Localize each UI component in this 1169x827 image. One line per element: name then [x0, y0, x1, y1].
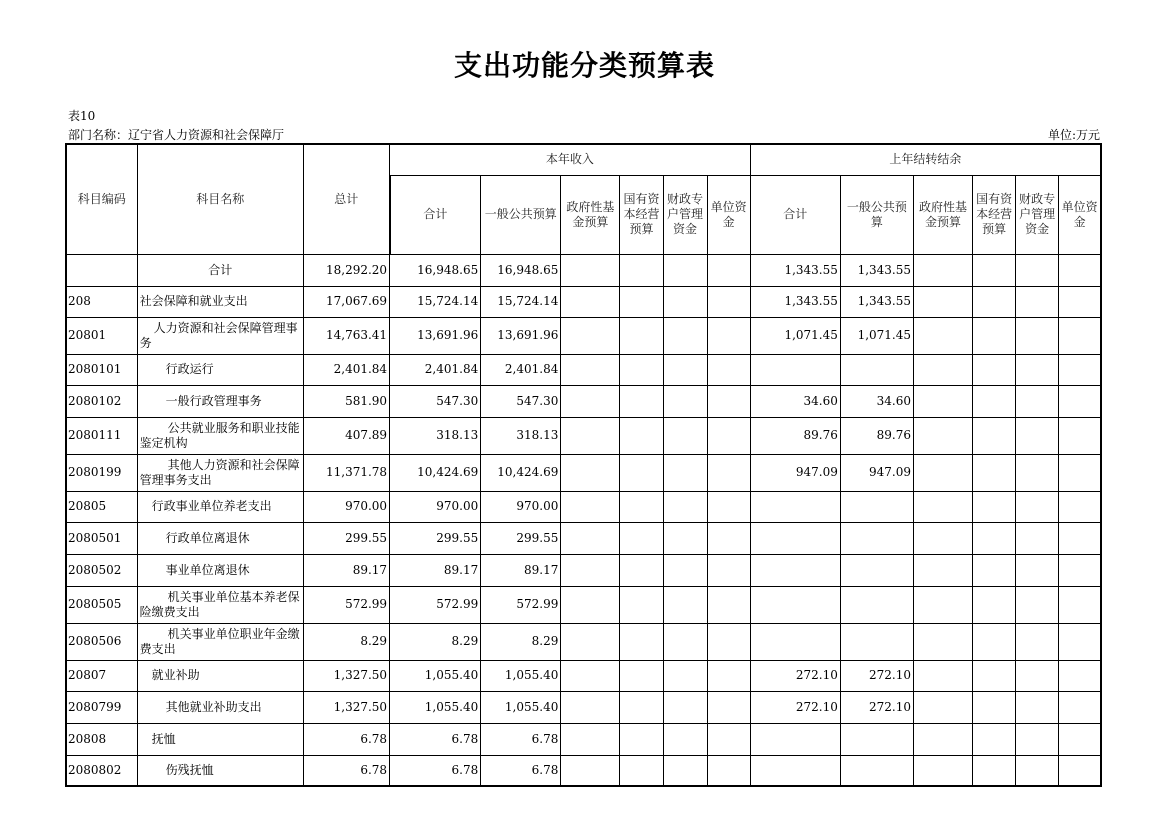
- row-code: 2080799: [66, 691, 137, 723]
- row-empty-cell: [1059, 723, 1101, 755]
- row-cur-sum: 10,424.69: [390, 454, 481, 491]
- header-prev-state-capital: 国有资本经营预算: [973, 175, 1016, 254]
- row-empty-cell: [663, 385, 707, 417]
- row-empty-cell: [1059, 586, 1101, 623]
- row-total: 18,292.20: [303, 254, 389, 286]
- row-prev-general: [840, 623, 913, 660]
- row-empty-cell: [1016, 660, 1059, 691]
- row-empty-cell: [914, 385, 973, 417]
- row-code: 208: [66, 286, 137, 317]
- row-empty-cell: [914, 755, 973, 786]
- unit-label: 单位:万元: [1047, 128, 1100, 142]
- table-row: [66, 417, 1101, 454]
- header-prev-unit-fund: 单位资金: [1059, 175, 1101, 254]
- row-empty-cell: [663, 660, 707, 691]
- row-cur-sum: 2,401.84: [390, 354, 481, 385]
- row-empty-cell: [707, 586, 750, 623]
- row-empty-cell: [1059, 660, 1101, 691]
- row-total: 407.89: [303, 417, 389, 454]
- row-cur-general: 6.78: [481, 755, 561, 786]
- row-empty-cell: [1016, 286, 1059, 317]
- row-name: 机关事业单位基本养老保险缴费支出: [137, 586, 303, 623]
- row-empty-cell: [1059, 691, 1101, 723]
- row-prev-sum: 272.10: [750, 691, 840, 723]
- header-cur-special-account: 财政专户管理资金: [663, 175, 707, 254]
- row-code: 2080101: [66, 354, 137, 385]
- row-name: 行政运行: [137, 354, 303, 385]
- department-name: 部门名称：辽宁省人力资源和社会保障厅: [68, 128, 285, 142]
- row-empty-cell: [620, 522, 663, 554]
- row-empty-cell: [1059, 522, 1101, 554]
- row-prev-general: 272.10: [840, 660, 913, 691]
- table-row: [66, 491, 1101, 522]
- row-empty-cell: [561, 691, 620, 723]
- row-total: 17,067.69: [303, 286, 389, 317]
- row-cur-general: 970.00: [481, 491, 561, 522]
- row-empty-cell: [620, 755, 663, 786]
- row-cur-general: 572.99: [481, 586, 561, 623]
- row-empty-cell: [707, 454, 750, 491]
- row-empty-cell: [914, 660, 973, 691]
- row-empty-cell: [707, 554, 750, 586]
- row-name: 抚恤: [137, 723, 303, 755]
- header-cur-unit-fund: 单位资金: [707, 175, 750, 254]
- row-empty-cell: [561, 623, 620, 660]
- row-empty-cell: [973, 522, 1016, 554]
- row-prev-general: 272.10: [840, 691, 913, 723]
- row-prev-sum: [750, 755, 840, 786]
- row-empty-cell: [663, 491, 707, 522]
- row-empty-cell: [1059, 417, 1101, 454]
- header-cur-gov-fund: 政府性基金预算: [561, 175, 620, 254]
- row-cur-sum: 6.78: [390, 723, 481, 755]
- row-empty-cell: [663, 623, 707, 660]
- row-prev-sum: 89.76: [750, 417, 840, 454]
- row-total: 581.90: [303, 385, 389, 417]
- table-row: [66, 254, 1101, 286]
- row-prev-sum: [750, 554, 840, 586]
- row-name: 合计: [137, 254, 303, 286]
- row-total: 1,327.50: [303, 660, 389, 691]
- row-prev-sum: [750, 623, 840, 660]
- row-cur-sum: 970.00: [390, 491, 481, 522]
- row-empty-cell: [561, 417, 620, 454]
- row-cur-general: 318.13: [481, 417, 561, 454]
- row-name: 其他人力资源和社会保障管理事务支出: [137, 454, 303, 491]
- row-empty-cell: [620, 723, 663, 755]
- row-empty-cell: [620, 623, 663, 660]
- row-prev-general: 34.60: [840, 385, 913, 417]
- row-total: 14,763.41: [303, 317, 389, 354]
- header-name: 科目名称: [137, 144, 303, 254]
- row-cur-general: 13,691.96: [481, 317, 561, 354]
- row-empty-cell: [561, 454, 620, 491]
- row-empty-cell: [561, 354, 620, 385]
- row-prev-sum: [750, 522, 840, 554]
- row-empty-cell: [1059, 554, 1101, 586]
- header-row-1: [66, 144, 1101, 175]
- row-empty-cell: [707, 723, 750, 755]
- row-empty-cell: [561, 755, 620, 786]
- row-cur-general: 1,055.40: [481, 691, 561, 723]
- row-code: 20807: [66, 660, 137, 691]
- row-empty-cell: [1016, 385, 1059, 417]
- row-empty-cell: [914, 454, 973, 491]
- table-row: [66, 586, 1101, 623]
- table-row: [66, 286, 1101, 317]
- row-empty-cell: [620, 354, 663, 385]
- row-empty-cell: [914, 491, 973, 522]
- row-empty-cell: [1016, 691, 1059, 723]
- row-empty-cell: [620, 317, 663, 354]
- row-empty-cell: [1059, 491, 1101, 522]
- row-empty-cell: [707, 354, 750, 385]
- row-empty-cell: [973, 586, 1016, 623]
- row-total: 1,327.50: [303, 691, 389, 723]
- row-prev-general: [840, 554, 913, 586]
- table-row: [66, 522, 1101, 554]
- row-empty-cell: [1016, 623, 1059, 660]
- row-empty-cell: [561, 586, 620, 623]
- row-empty-cell: [914, 317, 973, 354]
- row-empty-cell: [620, 286, 663, 317]
- row-empty-cell: [973, 554, 1016, 586]
- row-code: 2080505: [66, 586, 137, 623]
- row-empty-cell: [1016, 586, 1059, 623]
- row-empty-cell: [663, 522, 707, 554]
- row-empty-cell: [663, 755, 707, 786]
- row-empty-cell: [1016, 317, 1059, 354]
- row-empty-cell: [663, 554, 707, 586]
- row-cur-sum: 6.78: [390, 755, 481, 786]
- row-prev-sum: 1,343.55: [750, 286, 840, 317]
- row-empty-cell: [561, 660, 620, 691]
- row-prev-general: [840, 723, 913, 755]
- row-empty-cell: [1059, 354, 1101, 385]
- row-empty-cell: [973, 385, 1016, 417]
- table-number: 表10: [68, 109, 96, 123]
- row-empty-cell: [973, 454, 1016, 491]
- header-prev-special-account: 财政专户管理资金: [1016, 175, 1059, 254]
- row-empty-cell: [914, 623, 973, 660]
- row-empty-cell: [1059, 755, 1101, 786]
- row-empty-cell: [973, 286, 1016, 317]
- row-empty-cell: [1059, 454, 1101, 491]
- row-empty-cell: [663, 586, 707, 623]
- row-empty-cell: [663, 354, 707, 385]
- row-empty-cell: [620, 417, 663, 454]
- table-row: [66, 354, 1101, 385]
- row-name: 就业补助: [137, 660, 303, 691]
- row-total: 970.00: [303, 491, 389, 522]
- row-code: 2080501: [66, 522, 137, 554]
- row-prev-general: 1,071.45: [840, 317, 913, 354]
- row-empty-cell: [663, 254, 707, 286]
- row-empty-cell: [973, 417, 1016, 454]
- row-empty-cell: [620, 454, 663, 491]
- row-empty-cell: [620, 491, 663, 522]
- row-total: 2,401.84: [303, 354, 389, 385]
- header-cur-state-capital: 国有资本经营预算: [620, 175, 663, 254]
- row-empty-cell: [663, 723, 707, 755]
- row-cur-general: 10,424.69: [481, 454, 561, 491]
- row-empty-cell: [914, 286, 973, 317]
- row-empty-cell: [973, 254, 1016, 286]
- row-total: 89.17: [303, 554, 389, 586]
- row-empty-cell: [973, 723, 1016, 755]
- budget-table: [65, 143, 1102, 787]
- row-empty-cell: [973, 354, 1016, 385]
- row-empty-cell: [1016, 755, 1059, 786]
- row-cur-sum: 547.30: [390, 385, 481, 417]
- row-prev-sum: 947.09: [750, 454, 840, 491]
- row-empty-cell: [914, 254, 973, 286]
- row-cur-general: 547.30: [481, 385, 561, 417]
- table-row: [66, 623, 1101, 660]
- row-prev-general: [840, 755, 913, 786]
- header-total: 总计: [303, 144, 389, 254]
- row-empty-cell: [561, 491, 620, 522]
- row-empty-cell: [1016, 417, 1059, 454]
- row-empty-cell: [1059, 254, 1101, 286]
- row-empty-cell: [1016, 254, 1059, 286]
- row-total: 6.78: [303, 755, 389, 786]
- row-code: 2080506: [66, 623, 137, 660]
- row-prev-general: 89.76: [840, 417, 913, 454]
- row-name: 行政单位离退休: [137, 522, 303, 554]
- header-cur-sum: 合计: [390, 175, 481, 254]
- row-empty-cell: [663, 286, 707, 317]
- row-empty-cell: [973, 660, 1016, 691]
- header-current-income: 本年收入: [390, 144, 751, 175]
- header-prev-general: 一般公共预算: [840, 175, 913, 254]
- row-empty-cell: [707, 755, 750, 786]
- row-empty-cell: [914, 354, 973, 385]
- row-empty-cell: [914, 554, 973, 586]
- row-empty-cell: [707, 254, 750, 286]
- row-cur-general: 2,401.84: [481, 354, 561, 385]
- row-prev-general: [840, 354, 913, 385]
- row-prev-sum: 1,343.55: [750, 254, 840, 286]
- row-empty-cell: [561, 554, 620, 586]
- row-name: 其他就业补助支出: [137, 691, 303, 723]
- row-code: 2080502: [66, 554, 137, 586]
- row-prev-sum: [750, 354, 840, 385]
- row-empty-cell: [561, 522, 620, 554]
- table-row: [66, 691, 1101, 723]
- table-row: [66, 660, 1101, 691]
- table-row: [66, 317, 1101, 354]
- row-name: 一般行政管理事务: [137, 385, 303, 417]
- row-empty-cell: [620, 385, 663, 417]
- page-title: 支出功能分类预算表: [453, 49, 715, 82]
- row-name: 事业单位离退休: [137, 554, 303, 586]
- row-total: 11,371.78: [303, 454, 389, 491]
- row-cur-sum: 299.55: [390, 522, 481, 554]
- row-empty-cell: [620, 554, 663, 586]
- row-empty-cell: [914, 723, 973, 755]
- row-empty-cell: [973, 691, 1016, 723]
- row-total: 299.55: [303, 522, 389, 554]
- row-cur-sum: 89.17: [390, 554, 481, 586]
- row-empty-cell: [914, 586, 973, 623]
- row-empty-cell: [707, 317, 750, 354]
- row-empty-cell: [1016, 354, 1059, 385]
- table-row: [66, 755, 1101, 786]
- row-empty-cell: [707, 691, 750, 723]
- row-prev-general: [840, 586, 913, 623]
- row-empty-cell: [1016, 454, 1059, 491]
- row-code: 2080199: [66, 454, 137, 491]
- row-name: 社会保障和就业支出: [137, 286, 303, 317]
- row-empty-cell: [707, 417, 750, 454]
- row-empty-cell: [707, 491, 750, 522]
- row-prev-general: 947.09: [840, 454, 913, 491]
- table-row: [66, 454, 1101, 491]
- row-total: 572.99: [303, 586, 389, 623]
- row-empty-cell: [973, 317, 1016, 354]
- row-empty-cell: [973, 623, 1016, 660]
- row-empty-cell: [1016, 491, 1059, 522]
- row-empty-cell: [561, 254, 620, 286]
- row-empty-cell: [707, 286, 750, 317]
- row-empty-cell: [1059, 385, 1101, 417]
- row-empty-cell: [914, 691, 973, 723]
- row-total: 8.29: [303, 623, 389, 660]
- row-code: [66, 254, 137, 286]
- row-empty-cell: [663, 417, 707, 454]
- row-empty-cell: [561, 723, 620, 755]
- row-prev-general: 1,343.55: [840, 286, 913, 317]
- header-prev-sum: 合计: [750, 175, 840, 254]
- row-empty-cell: [1016, 554, 1059, 586]
- header-cur-general: 一般公共预算: [481, 175, 561, 254]
- row-name: 行政事业单位养老支出: [137, 491, 303, 522]
- row-total: 6.78: [303, 723, 389, 755]
- row-cur-sum: 572.99: [390, 586, 481, 623]
- row-name: 公共就业服务和职业技能鉴定机构: [137, 417, 303, 454]
- row-cur-sum: 1,055.40: [390, 660, 481, 691]
- row-empty-cell: [620, 660, 663, 691]
- table-row: [66, 554, 1101, 586]
- row-empty-cell: [1016, 522, 1059, 554]
- row-cur-sum: 8.29: [390, 623, 481, 660]
- row-empty-cell: [973, 491, 1016, 522]
- row-prev-sum: 34.60: [750, 385, 840, 417]
- table-row: [66, 723, 1101, 755]
- row-empty-cell: [620, 586, 663, 623]
- row-code: 2080111: [66, 417, 137, 454]
- row-cur-general: 1,055.40: [481, 660, 561, 691]
- row-cur-general: 16,948.65: [481, 254, 561, 286]
- row-prev-sum: 272.10: [750, 660, 840, 691]
- row-empty-cell: [620, 254, 663, 286]
- header-carryover: 上年结转结余: [750, 144, 1101, 175]
- row-empty-cell: [1059, 317, 1101, 354]
- row-code: 20805: [66, 491, 137, 522]
- row-name: 伤残抚恤: [137, 755, 303, 786]
- row-cur-general: 89.17: [481, 554, 561, 586]
- row-empty-cell: [561, 286, 620, 317]
- row-name: 机关事业单位职业年金缴费支出: [137, 623, 303, 660]
- row-prev-general: [840, 522, 913, 554]
- row-cur-sum: 15,724.14: [390, 286, 481, 317]
- header-code: 科目编码: [66, 144, 137, 254]
- row-prev-general: 1,343.55: [840, 254, 913, 286]
- row-cur-general: 15,724.14: [481, 286, 561, 317]
- table-row: [66, 385, 1101, 417]
- row-cur-sum: 318.13: [390, 417, 481, 454]
- row-prev-sum: [750, 586, 840, 623]
- row-empty-cell: [707, 385, 750, 417]
- row-empty-cell: [620, 691, 663, 723]
- row-prev-general: [840, 491, 913, 522]
- row-cur-sum: 1,055.40: [390, 691, 481, 723]
- row-cur-sum: 16,948.65: [390, 254, 481, 286]
- row-empty-cell: [1059, 623, 1101, 660]
- row-prev-sum: [750, 491, 840, 522]
- row-empty-cell: [973, 755, 1016, 786]
- row-cur-general: 6.78: [481, 723, 561, 755]
- row-empty-cell: [914, 522, 973, 554]
- row-prev-sum: [750, 723, 840, 755]
- row-name: 人力资源和社会保障管理事务: [137, 317, 303, 354]
- row-code: 2080802: [66, 755, 137, 786]
- row-empty-cell: [663, 317, 707, 354]
- row-empty-cell: [561, 317, 620, 354]
- row-empty-cell: [561, 385, 620, 417]
- header-prev-gov-fund: 政府性基金预算: [914, 175, 973, 254]
- row-empty-cell: [914, 417, 973, 454]
- row-code: 20808: [66, 723, 137, 755]
- row-empty-cell: [1059, 286, 1101, 317]
- row-code: 20801: [66, 317, 137, 354]
- row-empty-cell: [663, 691, 707, 723]
- row-cur-general: 299.55: [481, 522, 561, 554]
- row-cur-sum: 13,691.96: [390, 317, 481, 354]
- row-prev-sum: 1,071.45: [750, 317, 840, 354]
- row-empty-cell: [663, 454, 707, 491]
- row-code: 2080102: [66, 385, 137, 417]
- row-empty-cell: [707, 660, 750, 691]
- row-empty-cell: [707, 522, 750, 554]
- row-empty-cell: [707, 623, 750, 660]
- row-empty-cell: [1016, 723, 1059, 755]
- row-cur-general: 8.29: [481, 623, 561, 660]
